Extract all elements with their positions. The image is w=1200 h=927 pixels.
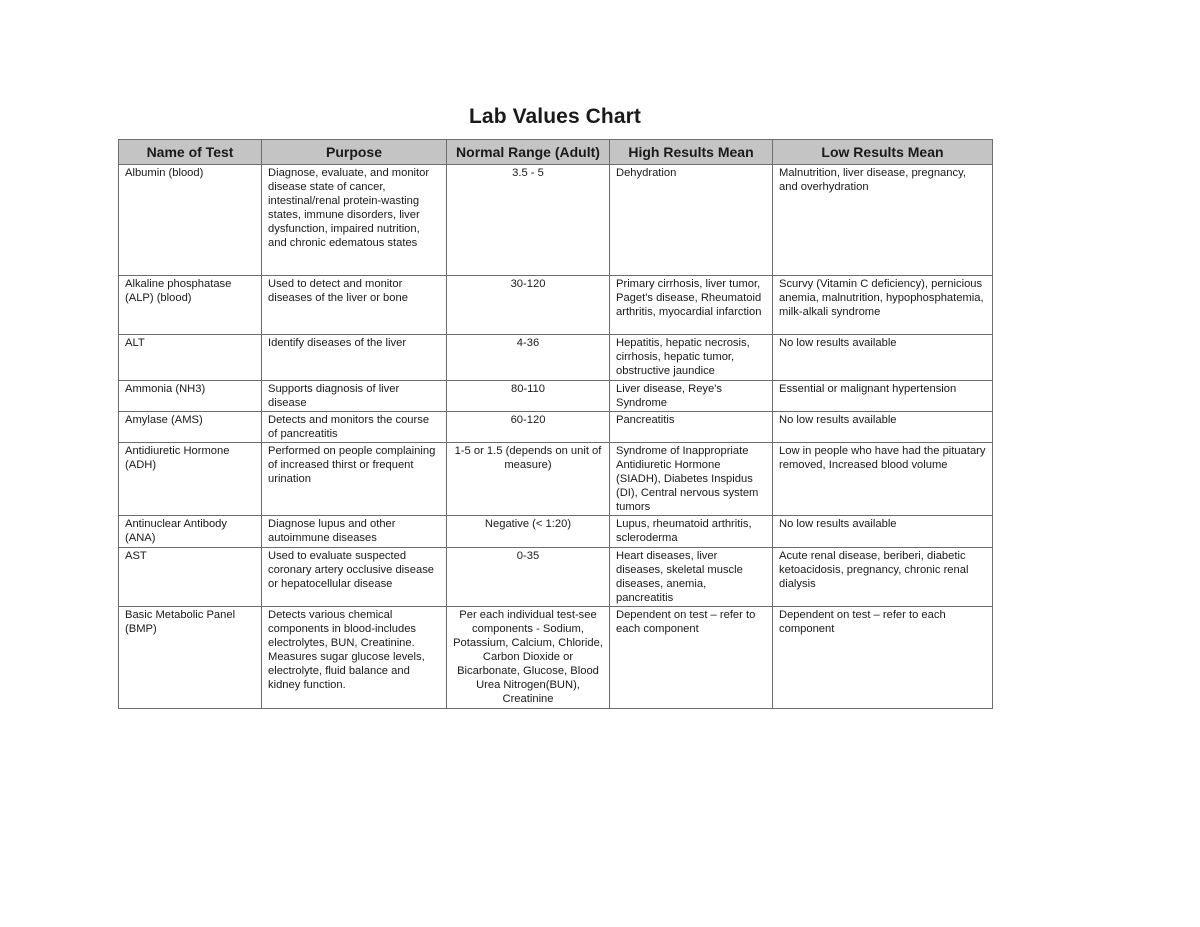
cell-high-results: Hepatitis, hepatic necrosis, cirrhosis, hepatic tumor, obstructive jaundice — [610, 335, 773, 381]
cell-purpose: Diagnose lupus and other autoimmune diseases — [262, 516, 447, 548]
cell-test-name: Amylase (AMS) — [119, 412, 262, 443]
header-low-results: Low Results Mean — [773, 140, 993, 165]
cell-low-results: Essential or malignant hypertension — [773, 381, 993, 412]
cell-purpose: Diagnose, evaluate, and monitor disease state of cancer, intestinal/renal protein-wasting states, immune disorders, liver dysfunction, impaired nutrition, and chronic edematous states — [262, 165, 447, 276]
cell-purpose: Detects various chemical components in blood-includes electrolytes, BUN, Creatinine. Measures sugar glucose levels, electrolyte, fluid balance and kidney function. — [262, 607, 447, 709]
table-row — [119, 165, 993, 276]
table-row — [119, 548, 993, 607]
cell-normal-range: Per each individual test-see components - Sodium, Potassium, Calcium, Chloride, Carbon Dioxide or Bicarbonate, Glucose, Blood Urea Nitrogen(BUN), Creatinine — [447, 607, 610, 709]
cell-low-results: Scurvy (Vitamin C deficiency), pernicious anemia, malnutrition, hypophosphatemia, milk-alkali syndrome — [773, 276, 993, 335]
cell-test-name: Antidiuretic Hormone (ADH) — [119, 443, 262, 516]
cell-low-results: Dependent on test – refer to each component — [773, 607, 993, 709]
cell-high-results: Liver disease, Reye's Syndrome — [610, 381, 773, 412]
table-row — [119, 443, 993, 516]
cell-normal-range: 1-5 or 1.5 (depends on unit of measure) — [447, 443, 610, 516]
cell-high-results: Dependent on test – refer to each component — [610, 607, 773, 709]
cell-purpose: Used to evaluate suspected coronary artery occlusive disease or hepatocellular disease — [262, 548, 447, 607]
cell-high-results: Pancreatitis — [610, 412, 773, 443]
header-purpose: Purpose — [262, 140, 447, 165]
cell-high-results: Lupus, rheumatoid arthritis, scleroderma — [610, 516, 773, 548]
cell-test-name: ALT — [119, 335, 262, 381]
cell-purpose: Performed on people complaining of increased thirst or frequent urination — [262, 443, 447, 516]
cell-low-results: Acute renal disease, beriberi, diabetic ketoacidosis, pregnancy, chronic renal dialysis — [773, 548, 993, 607]
page-title: Lab Values Chart — [469, 105, 641, 128]
table-row — [119, 381, 993, 412]
lab-values-table — [118, 139, 993, 709]
cell-purpose: Identify diseases of the liver — [262, 335, 447, 381]
table-row — [119, 607, 993, 709]
cell-low-results: Malnutrition, liver disease, pregnancy, and overhydration — [773, 165, 993, 276]
cell-high-results: Syndrome of Inappropriate Antidiuretic Hormone (SIADH), Diabetes Inspidus (DI), Central nervous system tumors — [610, 443, 773, 516]
header-high-results: High Results Mean — [610, 140, 773, 165]
cell-test-name: Antinuclear Antibody (ANA) — [119, 516, 262, 548]
cell-normal-range: 3.5 - 5 — [447, 165, 610, 276]
cell-test-name: AST — [119, 548, 262, 607]
table-row — [119, 335, 993, 381]
cell-low-results: No low results available — [773, 335, 993, 381]
cell-low-results: No low results available — [773, 516, 993, 548]
cell-normal-range: 60-120 — [447, 412, 610, 443]
cell-normal-range: 30-120 — [447, 276, 610, 335]
table-row — [119, 276, 993, 335]
cell-test-name: Alkaline phosphatase (ALP) (blood) — [119, 276, 262, 335]
cell-low-results: No low results available — [773, 412, 993, 443]
cell-test-name: Basic Metabolic Panel (BMP) — [119, 607, 262, 709]
cell-purpose: Used to detect and monitor diseases of the liver or bone — [262, 276, 447, 335]
header-name-of-test: Name of Test — [119, 140, 262, 165]
cell-test-name: Albumin (blood) — [119, 165, 262, 276]
table-row — [119, 412, 993, 443]
cell-high-results: Dehydration — [610, 165, 773, 276]
cell-purpose: Supports diagnosis of liver disease — [262, 381, 447, 412]
header-normal-range: Normal Range (Adult) — [447, 140, 610, 165]
cell-high-results: Heart diseases, liver diseases, skeletal muscle diseases, anemia, pancreatitis — [610, 548, 773, 607]
cell-normal-range: 4-36 — [447, 335, 610, 381]
table-header-row — [119, 140, 993, 165]
cell-test-name: Ammonia (NH3) — [119, 381, 262, 412]
cell-low-results: Low in people who have had the pituatary removed, Increased blood volume — [773, 443, 993, 516]
cell-normal-range: 0-35 — [447, 548, 610, 607]
cell-high-results: Primary cirrhosis, liver tumor, Paget's disease, Rheumatoid arthritis, myocardial infarction — [610, 276, 773, 335]
cell-purpose: Detects and monitors the course of pancreatitis — [262, 412, 447, 443]
cell-normal-range: Negative (< 1:20) — [447, 516, 610, 548]
cell-normal-range: 80-110 — [447, 381, 610, 412]
table-row — [119, 516, 993, 548]
